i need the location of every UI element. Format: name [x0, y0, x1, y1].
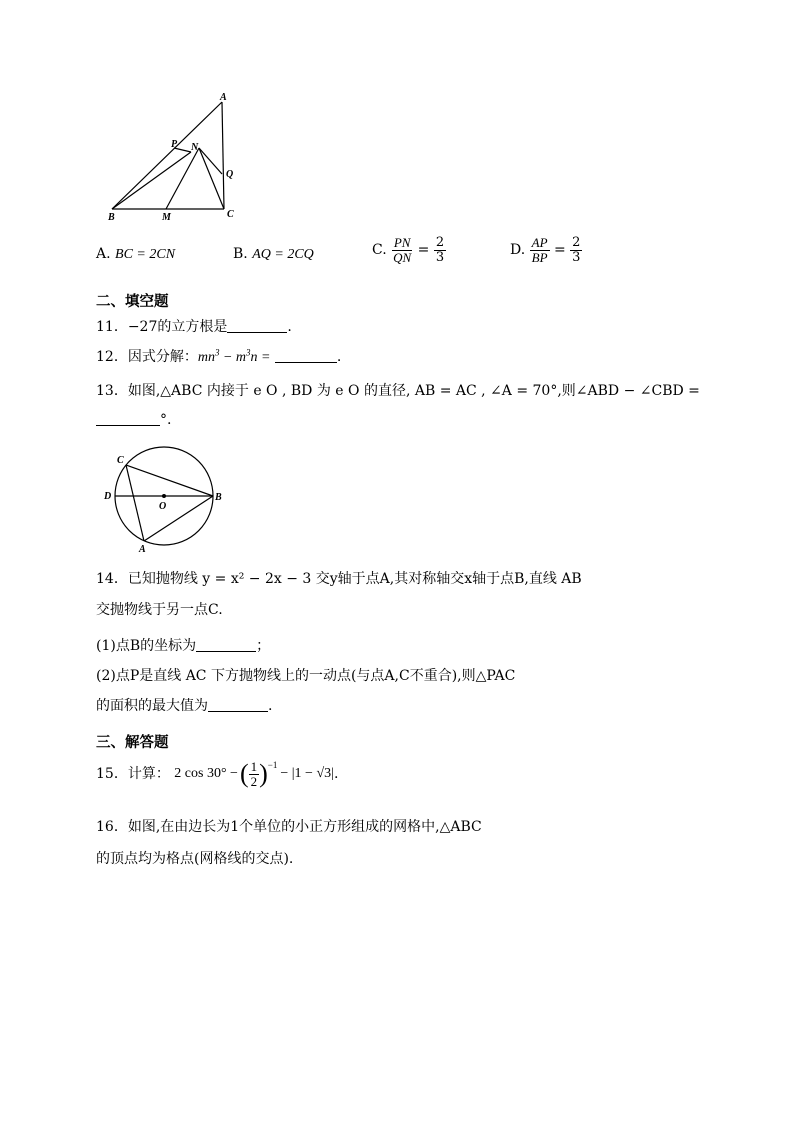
option-a-expr: BC = 2CN	[115, 247, 176, 262]
question-16-line2: 的顶点均为格点(网格线的交点).	[96, 851, 294, 867]
question-16	[96, 816, 482, 836]
question-14-part2-line2	[96, 695, 272, 715]
label-c: C	[117, 455, 124, 466]
q16-line1: 如图,在由边长为1个单位的小正方形组成的网格中,△ABC	[127, 819, 482, 835]
label-b: B	[215, 492, 222, 503]
label-b: B	[108, 212, 115, 223]
question-14-part1	[96, 635, 270, 655]
q14-tail: .	[268, 698, 273, 714]
option-c-fraction-left: $\frac{PN}{QN}$	[393, 235, 412, 265]
q13-number: 13．	[96, 383, 128, 399]
q12-tail: .	[336, 349, 342, 365]
figure-triangle-apnqbmc	[100, 90, 260, 225]
question-15	[96, 760, 338, 788]
q12-answer-blank[interactable]	[275, 348, 337, 363]
option-b[interactable]	[233, 246, 314, 263]
q14-part1-tail: ；	[256, 638, 271, 654]
option-b-prefix: B.	[233, 246, 248, 262]
q15-text: 计算：	[127, 766, 170, 783]
figure-circle-abc	[100, 446, 230, 558]
question-12	[96, 346, 341, 366]
q14-part1-text: (1)点B的坐标为	[96, 638, 197, 654]
q16-number: 16．	[96, 819, 128, 835]
option-b-expr: AQ = 2CQ	[252, 247, 314, 262]
label-q: Q	[226, 169, 234, 180]
label-c: C	[227, 209, 234, 220]
question-14	[96, 568, 582, 588]
label-a: A	[139, 544, 146, 555]
q14-part2-line2-text: 的面积的最大值为	[96, 698, 208, 714]
label-d: D	[104, 491, 112, 502]
option-c[interactable]	[372, 236, 446, 264]
option-d-fraction-right: $\frac{2}{3}$	[572, 235, 581, 265]
label-m: M	[162, 212, 171, 223]
option-d-prefix: D.	[510, 242, 526, 259]
question-11	[96, 316, 292, 336]
q14-number: 14．	[96, 571, 128, 587]
question-14-line2: 交抛物线于另一点C.	[96, 602, 223, 618]
q12-number: 12．	[96, 349, 128, 365]
question-13-line2	[96, 411, 171, 428]
q13-tail: °.	[160, 412, 172, 428]
q14-part2-answer-blank[interactable]	[208, 697, 268, 712]
q14-part1-answer-blank[interactable]	[196, 637, 256, 652]
option-c-equals: =	[417, 242, 430, 259]
q13-line1: 如图,△ABC 内接于 e O , BD 为 e O 的直径, AB = AC , ∠A = 70°,则∠ABD − ∠CBD =	[127, 383, 700, 399]
q15-number: 15．	[96, 766, 128, 783]
q11-tail: .	[287, 319, 292, 335]
option-c-prefix: C.	[372, 242, 387, 259]
option-d-equals: =	[553, 242, 566, 259]
q14-line1: 已知抛物线 y = x² − 2x − 3 交y轴于点A,其对称轴交x轴于点B,直线 AB	[127, 571, 582, 587]
q11-number: 11．	[96, 319, 128, 335]
q12-expression: $mn^3 - m^3n$ =	[197, 347, 271, 365]
option-d-fraction-left: $\frac{AP}{BP}$	[531, 235, 548, 265]
label-o: O	[159, 501, 167, 512]
label-a: A	[220, 92, 227, 103]
label-n: N	[191, 142, 199, 153]
q12-text: 因式分解：	[127, 349, 198, 365]
q15-expression: 2 cos 30° − ( $\frac{1}{2}$ ) $^{-1}$ − |1 − √3|	[174, 759, 334, 789]
label-p: P	[171, 139, 178, 150]
section-title-solve: 三、解答题	[96, 735, 169, 751]
q13-answer-blank[interactable]	[96, 411, 160, 426]
question-13	[96, 380, 700, 400]
option-d[interactable]	[510, 236, 582, 264]
option-a[interactable]	[96, 246, 175, 263]
question-14-part2: (2)点P是直线 AC 下方抛物线上的一动点(与点A,C不重合),则△PAC	[96, 668, 516, 684]
q15-tail: .	[333, 766, 339, 783]
section-title-fill-blank: 二、填空题	[96, 294, 169, 310]
q11-answer-blank[interactable]	[227, 318, 287, 333]
option-a-prefix: A.	[96, 246, 111, 262]
q11-text: −27的立方根是	[127, 319, 228, 335]
option-c-fraction-right: $\frac{2}{3}$	[435, 235, 445, 265]
